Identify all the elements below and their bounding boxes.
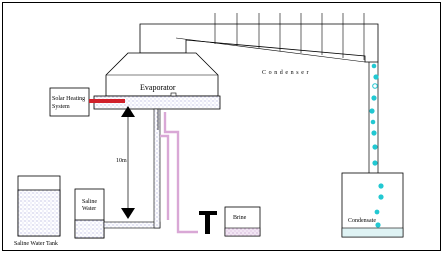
evaporator-label: Evaporator bbox=[140, 83, 176, 92]
feed-pipe-horizontal bbox=[104, 222, 160, 228]
saline-water-vessel bbox=[75, 189, 104, 238]
saline-tank-water bbox=[18, 190, 60, 236]
droplet bbox=[371, 130, 376, 135]
droplet bbox=[378, 183, 383, 188]
saline-tank-label: Saline Water Tank bbox=[14, 241, 58, 247]
evaporator-float bbox=[171, 93, 176, 96]
condenser-label: Condenser bbox=[262, 70, 312, 76]
saline-water-tank bbox=[14, 176, 60, 247]
droplet bbox=[372, 160, 377, 165]
solar-heating-label-line2: System bbox=[52, 104, 70, 110]
droplet bbox=[373, 74, 378, 79]
droplet bbox=[378, 194, 383, 199]
droplet bbox=[372, 144, 377, 149]
condensate-label: Condensate bbox=[348, 218, 376, 224]
saline-vessel-water bbox=[75, 220, 104, 238]
brine-tank bbox=[225, 207, 260, 236]
triangle-down-icon bbox=[121, 208, 135, 219]
tap-valve-icon bbox=[199, 211, 217, 234]
brine-label: Brine bbox=[233, 215, 247, 221]
condensate-tank-shell bbox=[342, 173, 403, 237]
solar-heating-label-line1: Solar Heating bbox=[52, 96, 86, 102]
saline-water-label-line2: Water bbox=[82, 206, 97, 212]
heater-pipe bbox=[89, 99, 125, 103]
droplet bbox=[373, 84, 378, 89]
height-marker bbox=[116, 106, 135, 219]
feed-pipe-vertical bbox=[154, 109, 160, 228]
brine-pipe bbox=[160, 112, 198, 232]
droplet bbox=[371, 95, 376, 100]
droplet bbox=[369, 108, 374, 113]
condensate-tank bbox=[342, 173, 403, 237]
brine-tank-fill bbox=[225, 228, 260, 236]
droplet bbox=[375, 222, 380, 227]
droplet bbox=[372, 64, 377, 69]
height-label: 10m bbox=[116, 158, 127, 164]
droplet bbox=[371, 120, 376, 125]
saline-water-label-line1: Saline bbox=[82, 199, 97, 205]
solar-heating-box bbox=[50, 88, 89, 116]
condensate-fill bbox=[342, 228, 403, 237]
droplet bbox=[375, 210, 380, 215]
